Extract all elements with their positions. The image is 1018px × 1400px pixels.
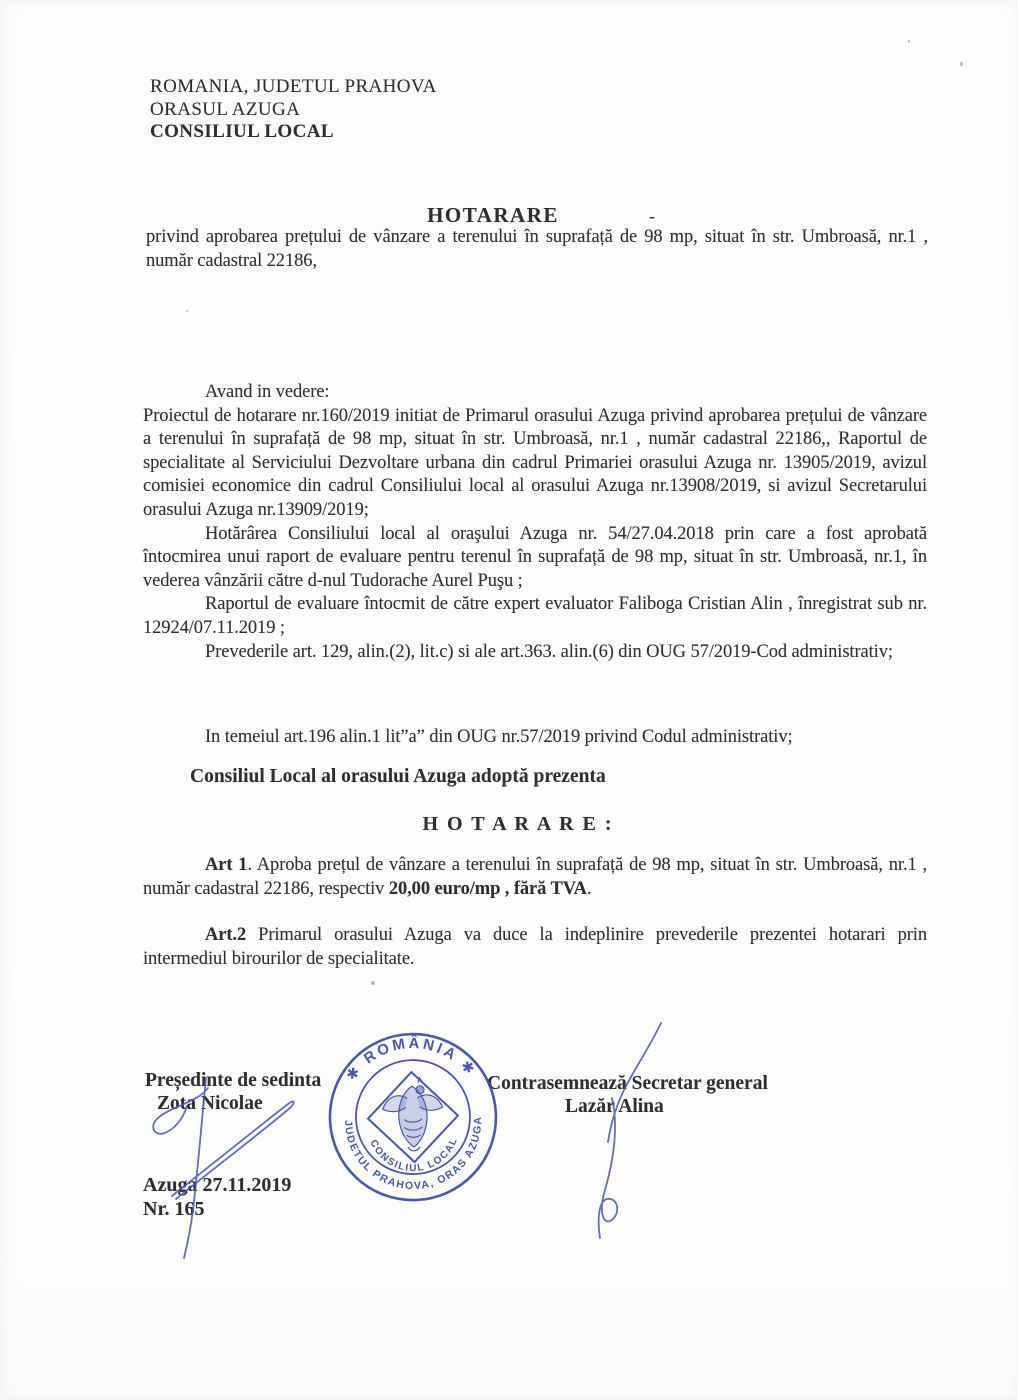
scan-speck — [960, 62, 963, 66]
decision-number: Nr. 165 — [143, 1198, 205, 1220]
stamp-ring-text: JUDETUL PRAHOVA, ORAS AZUGA — [342, 1115, 485, 1193]
article-2-label: Art.2 — [205, 925, 247, 946]
stamp-inner-text: CONSILIUL LOCAL — [367, 1135, 461, 1175]
president-signature-block — [145, 1069, 321, 1115]
president-name: Zota Nicolae — [157, 1093, 263, 1114]
scan-speck — [186, 310, 188, 312]
decision-heading: H O T A R A R E : — [422, 813, 614, 835]
secretary-signature-block — [487, 1072, 768, 1118]
preamble-item: Hotărârea Consiliului local al oraşului Azuga nr. 54/27.04.2018 prin care a fost aprobată întocmirea unui raport de evaluare pentru terenul în suprafață de 98 mp, situat în str. Umbroasă, nr.1, în vederea vânzării către d-nul Tudorache Aurel Puşu ; — [143, 523, 927, 591]
legal-basis: In temeiul art.196 alin.1 lit”a” din OUG nr.57/2019 privind Codul administrativ; — [205, 727, 793, 747]
articles-section — [143, 854, 927, 971]
secretary-name: Lazăr Alina — [565, 1096, 664, 1117]
document-subtitle: privind aprobarea prețului de vânzare a terenului în suprafață de 98 mp, situat în str. Umbroasă, nr.1 , număr cadastral 22186, — [146, 227, 928, 271]
preamble-item: Raportul de evaluare întocmit de către expert evaluator Faliboga Cristian Alin , înregistrat sub nr. 12924/07.11.2019 ; — [143, 594, 927, 638]
letterhead — [150, 76, 437, 144]
svg-text:✱ ROMÂNIA ✱ — [342, 1031, 481, 1084]
stamp-country-text: ✱ ROMÂNIA ✱ — [342, 1034, 480, 1084]
preamble-section — [143, 381, 927, 664]
place-date: Azuga 27.11.2019 — [143, 1174, 292, 1196]
letterhead-country: ROMANIA, JUDETUL PRAHOVA — [150, 76, 437, 97]
letterhead-council: CONSILIUL LOCAL — [150, 121, 334, 142]
document-title: HOTARARE — [427, 203, 559, 227]
secretary-role: Contrasemnează Secretar general — [487, 1073, 768, 1094]
footer-block — [143, 1173, 291, 1221]
article-1-price: 20,00 euro/mp , fără TVA — [388, 878, 587, 899]
article-1-period: . — [586, 878, 592, 899]
letterhead-city: ORASUL AZUGA — [150, 98, 301, 120]
president-role: Președinte de sedinta — [145, 1070, 322, 1091]
scan-dash-mark: - — [649, 206, 655, 226]
article-2-text: Primarul orasului Azuga va duce la indeplinire prevederile prezentei hotarari prin intermediul birourilor de specialitate. — [143, 925, 927, 969]
article-1 — [143, 854, 927, 901]
preamble-intro: Avand in vedere: — [205, 382, 330, 402]
preamble-item: Proiectul de hotarare nr.160/2019 initiat de Primarul orasului Azuga privind aprobarea prețului de vânzare a terenului în suprafață de 98 mp, situat în str. Umbroasă, nr.1 , număr cadastral 22186,, Raportul de specialitate al Serviciului Dezvoltare urbana din cadrul Primariei orasului Azuga nr. 13905/2019, avizul comisiei economice din cadrul Consiliului local al orasului Azuga nr.13908/2019, si avizul Secretarului orasului Azuga nr.13909/2019; — [143, 405, 927, 520]
scan-speck — [371, 981, 375, 985]
article-1-label: Art 1 — [205, 855, 248, 875]
preamble-item: Prevederile art. 129, alin.(2), lit.c) si ale art.363. alin.(6) din OUG 57/2019-Cod administrativ; — [205, 641, 893, 662]
official-stamp — [321, 1021, 509, 1215]
adoption-line: Consiliul Local al orasului Azuga adoptă prezenta — [190, 766, 606, 787]
secretary-ink-signature — [599, 1023, 661, 1238]
article-2 — [143, 924, 927, 971]
article-1-text: . Aproba prețul de vânzare a terenului în suprafață de 98 mp, situat în str. Umbroasă, nr.1 , număr cadastral 22186, respectiv — [143, 855, 927, 899]
scan-speck — [908, 40, 910, 43]
